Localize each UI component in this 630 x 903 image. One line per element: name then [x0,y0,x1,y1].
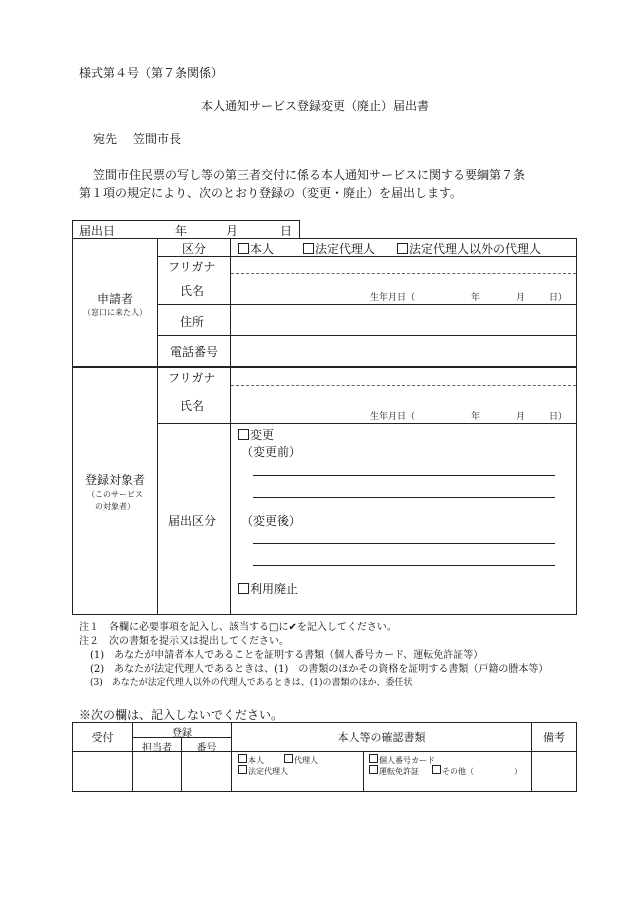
checkbox-icon[interactable] [303,243,314,254]
target-dob-year: 年 [471,412,481,422]
target-name-label: 氏名 [180,399,205,413]
category-option-self[interactable]: 本人 [238,240,274,257]
note-item-3: (3) あなたが法定代理人以外の代理人であるときは、(1)の書類のほか、委任状 [90,678,413,688]
checkbox-icon [432,765,441,774]
intro-line-2: 第１項の規定により、次のとおり登録の（変更・廃止）を届出します。 [79,186,463,200]
applicant-subtitle: （窓口に来た人） [83,308,147,317]
office-reception: 受付 [91,731,114,744]
target-dob-day: 日） [549,412,568,422]
checkbox-icon [369,754,378,763]
checkbox-icon [238,765,247,774]
date-month[interactable]: 月 [226,224,239,238]
office-number: 番号 [196,743,217,754]
office-registration: 登録 [172,728,192,739]
target-furigana-label: フリガナ [168,371,216,385]
addressee: 笠間市長 [133,132,182,146]
office-opt-mynumber: 個人番号カード [369,754,435,766]
applicant-furigana-label: フリガナ [168,260,216,274]
applicant-dob-label: 生年月日（ [370,293,416,303]
intro-line-1: 笠間市住民票の写し等の第三者交付に係る本人通知サービスに関する要綱第７条 [93,168,526,182]
note-item-1: (1) あなたが申請者本人であることを証明する書類（個人番号カード、運転免許証等） [90,650,484,661]
target-category-label: 届出区分 [168,514,217,528]
abolish-option[interactable]: 利用廃止 [238,580,298,597]
applicant-dob-month: 月 [516,293,526,303]
checkbox-icon [238,754,247,763]
office-staff: 担当者 [142,743,172,754]
checkbox-icon [284,754,293,763]
office-opt-license: 運転免許証 [369,765,419,777]
checkbox-icon[interactable] [238,429,249,440]
office-opt-legal-agent: 法定代理人 [238,765,288,777]
form-number: 様式第４号（第７条関係） [79,66,224,80]
category-option-other-agent[interactable]: 法定代理人以外の代理人 [397,240,541,257]
target-dob-month: 月 [516,412,526,422]
checkbox-icon [369,765,378,774]
note-1: 注１ 各欄に必要事項を記入し、該当する□に✔を記入してください。 [79,622,397,633]
applicant-title: 申請者 [96,292,133,306]
change-option[interactable]: 変更 [238,426,274,443]
checkbox-icon[interactable] [238,583,249,594]
note-item-2: (2) あなたが法定代理人であるときは、(1) の書類のほかその資格を証明する書類（戸籍の謄本等） [90,664,549,675]
office-remarks: 備考 [543,731,565,744]
target-dob-label: 生年月日（ [370,412,416,422]
office-opt-other: その他（ ） [432,765,522,777]
applicant-phone-label: 電話番号 [170,345,219,359]
office-opt-agent: 代理人 [284,754,318,766]
category-option-legal-agent[interactable]: 法定代理人 [303,240,375,257]
office-instruction: ※次の欄は、記入しないでください。 [79,708,284,722]
office-id-docs: 本人等の確認書類 [337,731,426,744]
applicant-name-label: 氏名 [180,284,205,298]
date-year[interactable]: 年 [175,224,188,238]
date-label: 届出日 [79,224,116,238]
addressee-label: 宛先 [93,132,118,146]
date-day[interactable]: 日 [280,224,293,238]
applicant-address-label: 住所 [180,315,205,329]
office-opt-self: 本人 [238,754,264,766]
category-label: 区分 [181,242,206,256]
checkbox-icon[interactable] [397,243,408,254]
applicant-dob-day: 日） [549,293,568,303]
applicant-dob-year: 年 [471,293,481,303]
checkbox-icon[interactable] [238,243,249,254]
target-subtitle-2: の対象者） [95,502,135,511]
after-change-label: （変更後） [241,514,302,528]
target-title: 登録対象者 [84,473,145,487]
target-subtitle-1: （このサービス [87,490,143,499]
note-2: 注２ 次の書類を提示又は提出してください。 [79,636,289,647]
document-title: 本人通知サービス登録変更（廃止）届出書 [200,99,429,113]
before-change-label: （変更前） [241,445,302,459]
